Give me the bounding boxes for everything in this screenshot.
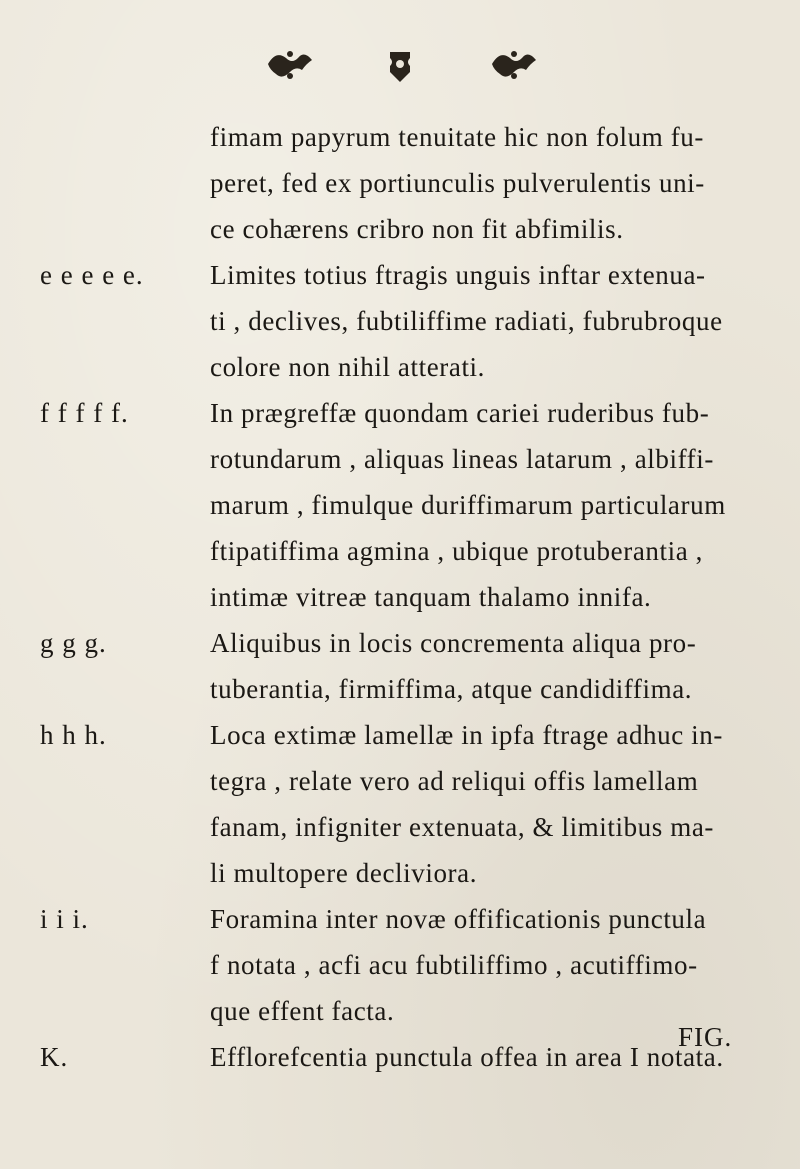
text-line: intimæ vitreæ tanquam thalamo innifa.: [210, 582, 652, 612]
item-label: i i i.: [40, 904, 89, 934]
text-line: ftipatiffima agmina , ubique protuberantia ,: [210, 536, 704, 566]
item-label: K.: [40, 1042, 69, 1072]
item-label: f f f f f.: [40, 398, 129, 428]
text-line: rotundarum , aliquas lineas latarum , albiffi-: [210, 444, 714, 474]
text-line: que effent facta.: [210, 996, 395, 1026]
item-label: e e e e e.: [40, 260, 144, 290]
catchword: FIG.: [678, 1022, 733, 1052]
item-label: h h h.: [40, 720, 107, 750]
text-line: h h h. Loca extimæ lamellæ in ipfa ftrage adhuc in-: [0, 712, 800, 758]
text-line: tegra , relate vero ad reliqui offis lamellam: [210, 766, 699, 796]
ornament-icon: [240, 42, 560, 86]
text-line: li multopere decliviora.: [210, 858, 478, 888]
text-line: e e e e e. Limites totius ftragis unguis inftar extenua-: [0, 252, 800, 298]
printers-ornament: [0, 42, 800, 86]
text-line: colore non nihil atterati.: [210, 352, 486, 382]
item-label: g g g.: [40, 628, 107, 658]
text-line: i i i. Foramina inter novæ offificationis punctula: [0, 896, 800, 942]
text-line: tuberantia, firmiffima, atque candidiffima.: [210, 674, 693, 704]
text-line: g g g. Aliquibus in locis concrementa aliqua pro-: [0, 620, 800, 666]
text-line: ti , declives, fubtiliffime radiati, fubrubroque: [210, 306, 723, 336]
text-line: fimam papyrum tenuitate hic non folum fu-: [210, 122, 704, 152]
text-line: K. Efflorefcentia punctula offea in area I notata.: [0, 1034, 800, 1080]
text-line: ce cohærens cribro non fit abfimilis.: [210, 214, 624, 244]
text-line: fanam, infigniter extenuata, & limitibus ma-: [210, 812, 715, 842]
text-line: marum , fimulque duriffimarum particularum: [210, 490, 726, 520]
text-line: f f f f f. In prægreffæ quondam cariei ruderibus fub-: [0, 390, 800, 436]
text-block: [0, 114, 800, 1080]
text-line: f notata , acfi acu fubtiliffimo , acutiffimo-: [210, 950, 698, 980]
text-line: peret, fed ex portiunculis pulverulentis uni-: [210, 168, 705, 198]
